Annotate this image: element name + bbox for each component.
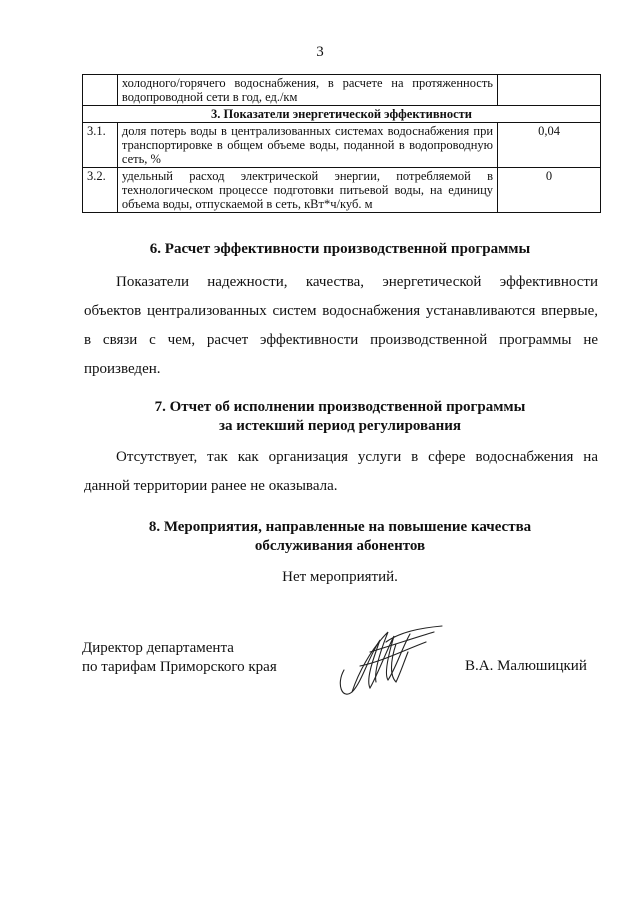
section-7-text: Отсутствует, так как организация услуги в сфере водоснабжения на данной территории ранее не оказывала. [84, 449, 598, 494]
section-6-text: Показатели надежности, качества, энергетической эффективности объектов централизованных систем водоснабжения устанавливаются впервые, в связи с чем, расчет эффективности производственной программы не произведен. [84, 274, 598, 377]
section-8-heading-line2: обслуживания абонентов [254, 538, 426, 554]
signer-title [82, 639, 277, 677]
section-7-heading [60, 398, 620, 436]
section-8-text: Нет мероприятий. [282, 569, 398, 585]
handwritten-signature [330, 622, 450, 702]
row-description: холодного/горячего водоснабжения, в расчете на протяженность водопроводной сети в год, ед./км [117, 75, 497, 106]
row-description: удельный расход электрической энергии, потребляемой в технологическом процессе подготовки питьевой воды, на единицу объема воды, отпускаемой в сеть, кВт*ч/куб. м [117, 168, 497, 213]
section-7-heading-line2: за истекший период регулирования [218, 418, 462, 434]
page-number: 3 [316, 44, 324, 60]
section-6-heading: 6. Расчет эффективности производственной программы [149, 241, 531, 257]
table-section-row [83, 106, 601, 123]
section-8-heading [60, 518, 620, 556]
row-value: 0,04 [498, 123, 601, 168]
row-number [83, 75, 118, 106]
row-number: 3.2. [83, 168, 118, 213]
row-number: 3.1. [83, 123, 118, 168]
signer-title-line2: по тарифам Приморского края [82, 659, 277, 675]
row-description: доля потерь воды в централизованных системах водоснабжения при транспортировке в общем объеме воды, поданной в водопроводную сеть, % [117, 123, 497, 168]
table-row [83, 75, 601, 106]
section-title: 3. Показатели энергетической эффективности [83, 106, 601, 123]
indicators-table [82, 74, 601, 213]
section-7-heading-line1: 7. Отчет об исполнении производственной программы [154, 399, 526, 415]
signer-name: В.А. Малюшицкий [465, 658, 587, 674]
section-8-heading-line1: 8. Мероприятия, направленные на повышение качества [148, 519, 532, 535]
table-row [83, 123, 601, 168]
row-value: 0 [498, 168, 601, 213]
signer-title-line1: Директор департамента [82, 640, 234, 656]
table-row [83, 168, 601, 213]
row-value [498, 75, 601, 106]
